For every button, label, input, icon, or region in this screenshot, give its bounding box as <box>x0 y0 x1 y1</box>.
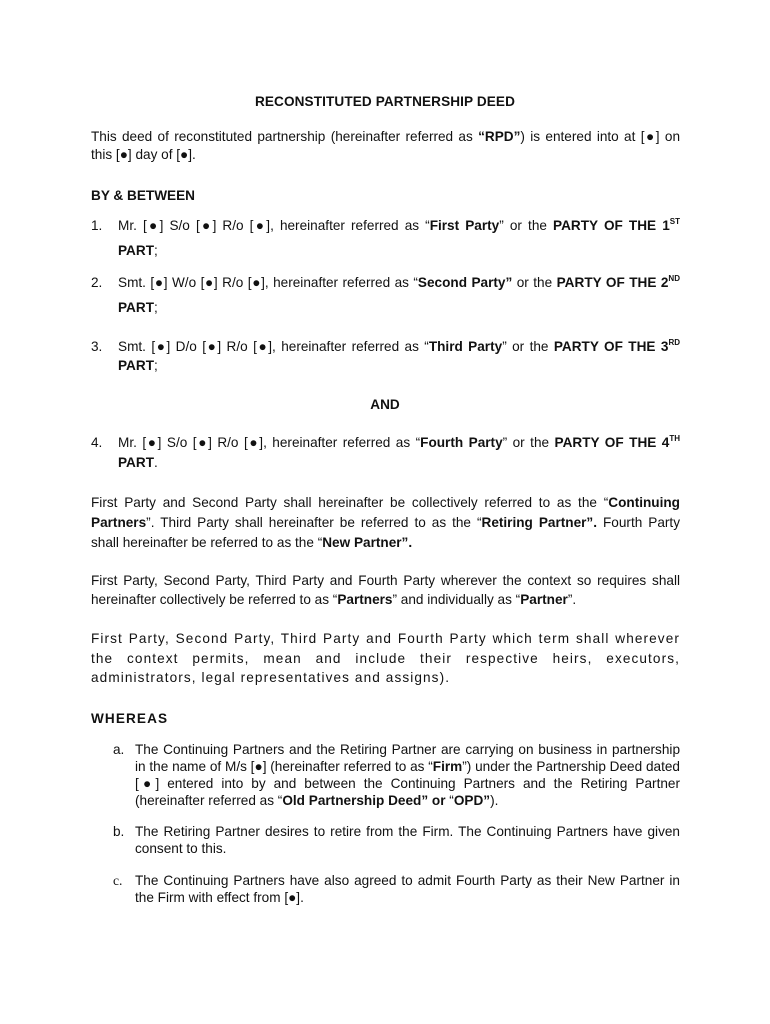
intro-paragraph <box>91 128 680 164</box>
party-name: Third Party <box>428 339 503 354</box>
paragraph-text: First Party, Second Party, Third Party and Fourth Party wherever the context so requires shall hereinafter collectively be referred to as “ <box>91 573 680 607</box>
paragraph-text: ”. <box>567 592 577 607</box>
party-punct: ; <box>154 358 158 373</box>
defined-term: Firm <box>432 759 463 774</box>
party-designation: PARTY OF THE 2 <box>556 275 669 290</box>
party-line <box>118 339 680 354</box>
whereas-heading: WHEREAS <box>91 711 169 726</box>
party-line <box>118 275 680 290</box>
party-number: 2. <box>91 275 103 290</box>
party-name: First Party <box>429 218 500 233</box>
defined-term: Partners <box>337 592 393 607</box>
party-punct: . <box>154 455 158 470</box>
party-text: Mr. [●] S/o [●] R/o [●], hereinafter referred as “ <box>118 435 421 450</box>
defined-term: OPD” <box>453 793 491 808</box>
party-punct: ; <box>154 243 158 258</box>
party-name: Second Party” <box>417 275 513 290</box>
party-line <box>118 435 680 450</box>
party-part: PART <box>118 300 154 315</box>
partners-paragraph <box>91 571 680 609</box>
defined-term: Partner <box>520 592 568 607</box>
collective-paragraph <box>91 493 680 553</box>
intro-text-end: ) is entered into at [●] on this [●] day of [●]. <box>91 129 680 162</box>
party-line <box>118 218 680 233</box>
heirs-paragraph: First Party, Second Party, Third Party and Fourth Party which term shall wherever the context permits, mean and include their respective heirs, executors, administrators, legal representatives and assigns). <box>91 631 680 685</box>
party-part: PART <box>118 358 154 373</box>
item-text-part: The Continuing Partners and the Retiring Partner are carrying on business in partnership in the name of M/s [●] (hereinafter referred to as “ <box>135 742 680 774</box>
party-part: PART <box>118 455 154 470</box>
item-text <box>135 741 680 809</box>
party-ordinal: TH <box>669 434 681 443</box>
party-number: 1. <box>91 218 103 233</box>
party-text: ” or the <box>499 218 554 233</box>
and-separator: AND <box>370 397 400 412</box>
item-text-part: ). <box>490 793 499 808</box>
defined-term: Old Partnership Deed” or <box>282 793 446 808</box>
paragraph-text: First Party and Second Party shall hereinafter be collectively referred to as the “ <box>91 495 609 510</box>
party-number: 4. <box>91 435 103 450</box>
party-name: Fourth Party <box>420 435 503 450</box>
party-line <box>118 358 158 373</box>
party-text: Mr. [●] S/o [●] R/o [●], hereinafter referred as “ <box>118 218 430 233</box>
paragraph-text: Fourth Party shall hereinafter be referred to as the “ <box>91 515 680 550</box>
party-ordinal: RD <box>668 338 681 347</box>
item-marker: a. <box>113 742 125 757</box>
party-line <box>118 300 158 315</box>
document-title: RECONSTITUTED PARTNERSHIP DEED <box>254 94 516 109</box>
party-designation: PARTY OF THE 3 <box>553 339 669 354</box>
item-text: The Retiring Partner desires to retire from the Firm. The Continuing Partners have given consent to this. <box>135 824 680 856</box>
item-text-part: ”) under the Partnership Deed dated [●] entered into by and between the Continuing Partners and the Retiring Partner (hereinafter referred as “ <box>135 759 680 808</box>
defined-term: Retiring Partner”. <box>481 515 598 530</box>
party-ordinal: ND <box>668 274 680 283</box>
item-text: The Continuing Partners have also agreed to admit Fourth Party as their New Partner in the Firm with effect from [●]. <box>135 873 680 905</box>
party-line <box>118 455 158 470</box>
intro-text: This deed of reconstituted partnership (hereinafter referred as <box>91 129 479 144</box>
party-text: or the <box>512 275 557 290</box>
item-marker: b. <box>113 824 125 839</box>
defined-term: Continuing Partners <box>91 495 680 530</box>
intro-rpd: “RPD” <box>478 129 521 144</box>
party-text: ” or the <box>502 339 554 354</box>
party-text: Smt. [●] W/o [●] R/o [●], hereinafter referred as “ <box>118 275 418 290</box>
paragraph-text: ”. Third Party shall hereinafter be referred to as the “ <box>146 515 482 530</box>
party-punct: ; <box>154 300 158 315</box>
party-text: ” or the <box>502 435 555 450</box>
defined-term: New Partner”. <box>322 535 413 550</box>
item-text-part: “ <box>445 793 454 808</box>
party-line <box>118 243 158 258</box>
paragraph-text: ” and individually as “ <box>392 592 521 607</box>
by-between-heading: BY & BETWEEN <box>91 188 195 203</box>
party-text: Smt. [●] D/o [●] R/o [●], hereinafter referred as “ <box>118 339 429 354</box>
party-designation: PARTY OF THE 1 <box>553 218 670 233</box>
party-part: PART <box>118 243 154 258</box>
party-designation: PARTY OF THE 4 <box>554 435 670 450</box>
item-marker: c. <box>113 873 123 888</box>
party-number: 3. <box>91 339 103 354</box>
party-ordinal: ST <box>669 217 680 226</box>
